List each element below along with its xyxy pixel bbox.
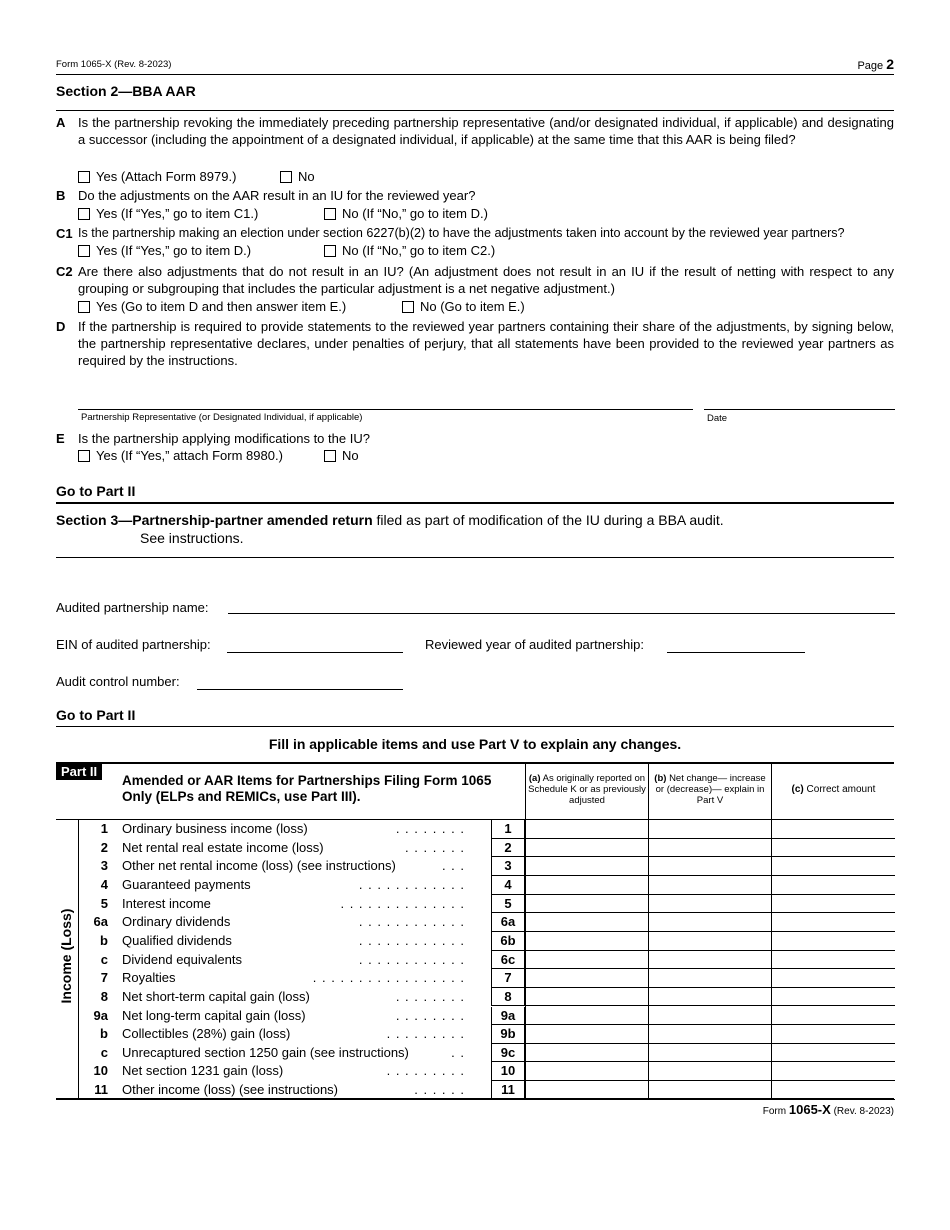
row-leader-dots: . . . . . . . . . . . . — [358, 951, 465, 967]
page-number: 2 — [886, 56, 894, 72]
row-leader-dots: . . . — [441, 858, 465, 874]
table-row — [78, 820, 895, 839]
row-label: Net long-term capital gain (loss) — [122, 1007, 306, 1023]
line-number-box: 4 — [491, 876, 525, 895]
col-b-header — [649, 773, 771, 806]
col-c-header — [772, 784, 895, 796]
row-label: Royalties — [122, 970, 176, 986]
line-number-box: 10 — [491, 1062, 525, 1081]
section3-rule — [56, 557, 894, 558]
section3-title-bold: Section 3—Partnership-partner amended return — [56, 512, 373, 528]
amount-field-col-c[interactable] — [772, 839, 895, 858]
row-number: 8 — [100, 988, 108, 1004]
row-number: b — [100, 932, 108, 948]
table-row — [78, 876, 895, 895]
amount-field-col-c[interactable] — [772, 988, 895, 1007]
row-label: Ordinary dividends — [122, 914, 231, 930]
item-c1-no-checkbox[interactable] — [324, 245, 336, 257]
row-leader-dots: . . . . . . . . . — [386, 1063, 465, 1079]
footer-rev: (Rev. 8-2023) — [833, 1106, 894, 1117]
date-line[interactable] — [704, 409, 895, 410]
row-leader-dots: . . . . . . . . . . . . . . . . . — [312, 970, 465, 986]
amount-field-col-b[interactable] — [649, 839, 771, 858]
amount-field-col-a[interactable] — [526, 988, 648, 1007]
amount-field-col-b[interactable] — [649, 857, 771, 876]
item-a-label: A — [56, 115, 66, 130]
row-leader-dots: . . . . . . . . — [395, 1007, 465, 1023]
row-label: Qualified dividends — [122, 932, 232, 948]
part2-top-rule — [56, 762, 894, 764]
amount-field-col-b[interactable] — [649, 932, 771, 951]
row-number: 4 — [100, 876, 108, 892]
item-c2-question: Are there also adjustments that do not result in an IU? (An adjustment does not result in an IU if the result of netting with respect to any grouping or subgrouping that includes the particular adjustment is a net negative adjustment.) — [78, 264, 894, 296]
part2-bottom-rule — [56, 1098, 894, 1100]
table-row — [78, 1007, 895, 1026]
row-number: 1 — [100, 821, 108, 836]
col-a-letter: (a) — [528, 773, 541, 784]
item-c1-yes-label: Yes (If “Yes,” go to item D.) — [96, 243, 252, 258]
item-c2-label: C2 — [56, 264, 73, 279]
signature-line[interactable] — [78, 409, 693, 410]
item-b-no-label: No (If “No,” go to item D.) — [342, 206, 488, 221]
col-b-text: Net change— increase or (decrease)— explain in Part V — [655, 773, 766, 806]
amount-field-col-b[interactable] — [649, 1081, 771, 1100]
reviewed-year-label: Reviewed year of audited partnership: — [425, 637, 644, 652]
row-leader-dots: . . . . . . — [414, 1082, 465, 1098]
row-leader-dots: . . — [451, 1044, 465, 1060]
row-leader-dots: . . . . . . . — [405, 839, 465, 855]
amount-field-col-b[interactable] — [649, 988, 771, 1007]
row-leader-dots: . . . . . . . . . . . . — [358, 914, 465, 930]
table-row — [78, 969, 895, 988]
row-leader-dots: . . . . . . . . — [395, 821, 465, 836]
item-e-yes-checkbox[interactable] — [78, 450, 90, 462]
amount-field-col-c[interactable] — [772, 951, 895, 970]
item-c2-no[interactable] — [402, 299, 525, 315]
row-label: Unrecaptured section 1250 gain (see instructions) — [122, 1044, 409, 1060]
item-e-no-checkbox[interactable] — [324, 450, 336, 462]
row-number: 10 — [93, 1063, 108, 1079]
amount-field-col-a[interactable] — [526, 913, 648, 932]
line-number-box: 6b — [491, 932, 525, 951]
item-e-yes-label: Yes (If “Yes,” attach Form 8980.) — [96, 448, 283, 463]
amount-field-col-b[interactable] — [649, 1007, 771, 1026]
reviewed-year-field[interactable] — [667, 652, 805, 653]
audit-control-field[interactable] — [197, 689, 403, 690]
col-c-text: Correct amount — [806, 784, 876, 795]
line-number-box: 2 — [491, 839, 525, 858]
item-a-question: Is the partnership revoking the immediately preceding partnership representative (and/or designated individual, if applicable) and designating a successor (including the appointment of a designated individual, if applicable) at the same time that this AAR is being filed? — [78, 115, 894, 147]
line-number-box: 6c — [491, 951, 525, 970]
amount-field-col-b[interactable] — [649, 951, 771, 970]
row-label: Other net rental income (loss) (see instructions) — [122, 858, 396, 874]
amount-field-col-c[interactable] — [772, 1062, 895, 1081]
ein-field[interactable] — [227, 652, 403, 653]
table-row — [78, 988, 895, 1007]
amount-field-col-c[interactable] — [772, 1044, 895, 1063]
line-number-box: 9c — [491, 1044, 525, 1063]
amount-field-col-a[interactable] — [526, 1062, 648, 1081]
amount-field-col-c[interactable] — [772, 969, 895, 988]
item-e-no[interactable] — [324, 448, 359, 464]
amount-field-col-a[interactable] — [526, 857, 648, 876]
item-a-no[interactable] — [280, 169, 315, 185]
amount-field-col-c[interactable] — [772, 1025, 895, 1044]
item-c2-no-label: No (Go to item E.) — [420, 299, 525, 314]
page-label: Page — [857, 60, 884, 72]
part2-title: Amended or AAR Items for Partnerships Filing Form 1065 Only (ELPs and REMICs, use Part III). — [122, 773, 492, 804]
form-id: Form 1065-X (Rev. 8-2023) — [56, 59, 172, 70]
row-leader-dots: . . . . . . . . . . . . . . — [340, 895, 465, 911]
amount-field-col-a[interactable] — [526, 932, 648, 951]
date-caption: Date — [707, 413, 728, 424]
line-number-box: 8 — [491, 988, 525, 1007]
line-number-box: 9b — [491, 1025, 525, 1044]
amount-field-col-b[interactable] — [649, 1025, 771, 1044]
amount-field-col-c[interactable] — [772, 876, 895, 895]
table-row — [78, 839, 895, 858]
item-c2-yes-checkbox[interactable] — [78, 301, 90, 313]
amount-field-col-a[interactable] — [526, 1044, 648, 1063]
amount-field-col-a[interactable] — [526, 1007, 648, 1026]
section3-top-rule — [56, 502, 894, 504]
item-c1-label: C1 — [56, 226, 73, 241]
amount-field-col-a[interactable] — [526, 876, 648, 895]
table-row — [78, 932, 895, 951]
audited-name-field[interactable] — [228, 613, 895, 614]
audited-name-label: Audited partnership name: — [56, 600, 209, 615]
item-c2-yes-label: Yes (Go to item D and then answer item E.) — [96, 299, 347, 314]
footer-form-number: 1065-X — [788, 1102, 831, 1117]
amount-field-col-c[interactable] — [772, 895, 895, 914]
amount-field-col-a[interactable] — [526, 895, 648, 914]
table-row — [78, 1062, 895, 1081]
item-d-statement: If the partnership is required to provide statements to the reviewed year partners containing their share of the adjustments, by signing below, the partnership representative declares, under penalties of perjury, that all statements have been provided to the reviewed year partners as required by the instructions. — [78, 319, 894, 368]
section2-title: Section 2—BBA AAR — [56, 83, 196, 99]
amount-field-col-c[interactable] — [772, 857, 895, 876]
item-a-no-checkbox[interactable] — [280, 171, 292, 183]
col-a-text: As originally reported on Schedule K or as previously adjusted — [528, 773, 646, 806]
table-row — [78, 1081, 895, 1100]
table-row — [78, 1044, 895, 1063]
item-c1-no-label: No (If “No,” go to item C2.) — [342, 243, 496, 258]
part2-badge — [56, 763, 102, 781]
row-number: c — [100, 1044, 108, 1060]
item-a-yes[interactable] — [78, 169, 236, 185]
amount-field-col-c[interactable] — [772, 932, 895, 951]
amount-field-col-a[interactable] — [526, 820, 648, 839]
line-number-box: 9a — [491, 1007, 525, 1026]
amount-field-col-c[interactable] — [772, 1007, 895, 1026]
section3-goto: Go to Part II — [56, 707, 136, 723]
table-row — [78, 1025, 895, 1044]
audit-control-label: Audit control number: — [56, 674, 180, 689]
line-number-box: 5 — [491, 895, 525, 914]
row-number: 6a — [93, 914, 108, 930]
section2-rule — [56, 110, 894, 111]
signature-caption: Partnership Representative (or Designated Individual, if applicable) — [81, 412, 363, 423]
amount-field-col-a[interactable] — [526, 951, 648, 970]
item-b-label: B — [56, 188, 66, 203]
row-number: c — [100, 951, 108, 967]
row-label: Ordinary business income (loss) — [122, 821, 308, 836]
item-c1-question: Is the partnership making an election under section 6227(b)(2) to have the adjustments taken into account by the reviewed year partners? — [78, 226, 845, 240]
section2-goto: Go to Part II — [56, 483, 136, 499]
row-leader-dots: . . . . . . . . . . . . — [358, 932, 465, 948]
ein-label: EIN of audited partnership: — [56, 637, 211, 652]
amount-field-col-a[interactable] — [526, 1081, 648, 1100]
row-label: Net rental real estate income (loss) — [122, 839, 324, 855]
amount-field-col-b[interactable] — [649, 913, 771, 932]
amount-field-col-a[interactable] — [526, 839, 648, 858]
footer-form-id — [763, 1102, 894, 1117]
item-e-label: E — [56, 431, 65, 446]
row-leader-dots: . . . . . . . . — [395, 988, 465, 1004]
table-row — [78, 857, 895, 876]
item-e-question: Is the partnership applying modifications to the IU? — [78, 431, 370, 446]
section3-see-instructions: See instructions. — [140, 530, 244, 546]
item-b-yes-checkbox[interactable] — [78, 208, 90, 220]
amount-field-col-b[interactable] — [649, 895, 771, 914]
item-c2-no-checkbox[interactable] — [402, 301, 414, 313]
amount-field-col-b[interactable] — [649, 1062, 771, 1081]
row-number: b — [100, 1026, 108, 1042]
amount-field-col-c[interactable] — [772, 1081, 895, 1100]
item-a-yes-checkbox[interactable] — [78, 171, 90, 183]
table-row — [78, 913, 895, 932]
amount-field-col-b[interactable] — [649, 969, 771, 988]
row-number: 2 — [100, 839, 108, 855]
amount-field-col-c[interactable] — [772, 913, 895, 932]
line-number-box: 6a — [491, 913, 525, 932]
row-label: Net short-term capital gain (loss) — [122, 988, 310, 1004]
item-b-yes[interactable] — [78, 206, 258, 222]
amount-field-col-c[interactable] — [772, 820, 895, 839]
section3-title — [56, 511, 724, 529]
row-label: Guaranteed payments — [122, 876, 251, 892]
section3-title-rest: filed as part of modification of the IU during a BBA audit. — [376, 512, 724, 528]
row-leader-dots: . . . . . . . . . . . . — [358, 876, 465, 892]
row-label: Dividend equivalents — [122, 951, 242, 967]
row-label: Collectibles (28%) gain (loss) — [122, 1026, 291, 1042]
header-rule — [56, 74, 894, 75]
row-number: 7 — [100, 970, 108, 986]
table-row — [78, 895, 895, 914]
item-e-yes[interactable] — [78, 448, 283, 464]
item-b-yes-label: Yes (If “Yes,” go to item C1.) — [96, 206, 259, 221]
col-c-letter: (c) — [791, 784, 804, 795]
item-a-no-label: No — [298, 169, 315, 184]
item-c1-no[interactable] — [324, 243, 495, 259]
line-number-box: 1 — [491, 820, 525, 839]
amount-field-col-a[interactable] — [526, 1025, 648, 1044]
row-number: 9a — [93, 1007, 108, 1023]
table-row — [78, 951, 895, 970]
row-number: 3 — [100, 858, 108, 874]
row-leader-dots: . . . . . . . . . — [386, 1026, 465, 1042]
amount-field-col-b[interactable] — [649, 1044, 771, 1063]
amount-field-col-a[interactable] — [526, 969, 648, 988]
item-b-no-checkbox[interactable] — [324, 208, 336, 220]
amount-field-col-b[interactable] — [649, 820, 771, 839]
row-label: Net section 1231 gain (loss) — [122, 1063, 284, 1079]
row-label: Other income (loss) (see instructions) — [122, 1082, 339, 1098]
row-number: 11 — [94, 1082, 108, 1098]
goto-rule — [56, 726, 894, 727]
part2-badge-text: Part II — [56, 763, 102, 780]
line-number-box: 3 — [491, 857, 525, 876]
line-number-box: 7 — [491, 969, 525, 988]
col-a-header — [526, 773, 648, 806]
line-number-box: 11 — [491, 1081, 525, 1100]
item-b-question: Do the adjustments on the AAR result in an IU for the reviewed year? — [78, 188, 476, 203]
income-loss-side-label: Income (Loss) — [58, 908, 74, 1004]
item-d-label: D — [56, 319, 66, 334]
footer-form-word: Form — [762, 1106, 787, 1117]
col-b-letter: (b) — [654, 773, 667, 784]
item-b-no[interactable] — [324, 206, 488, 222]
item-a-yes-label: Yes (Attach Form 8979.) — [96, 169, 237, 184]
item-c2-yes[interactable] — [78, 299, 346, 315]
amount-field-col-b[interactable] — [649, 876, 771, 895]
item-e-no-label: No — [342, 448, 359, 463]
fill-instruction: Fill in applicable items and use Part V to explain any changes. — [268, 736, 682, 752]
row-label: Interest income — [122, 895, 211, 911]
row-number: 5 — [100, 895, 108, 911]
item-c1-yes-checkbox[interactable] — [78, 245, 90, 257]
page-indicator — [857, 56, 894, 72]
item-c1-yes[interactable] — [78, 243, 251, 259]
